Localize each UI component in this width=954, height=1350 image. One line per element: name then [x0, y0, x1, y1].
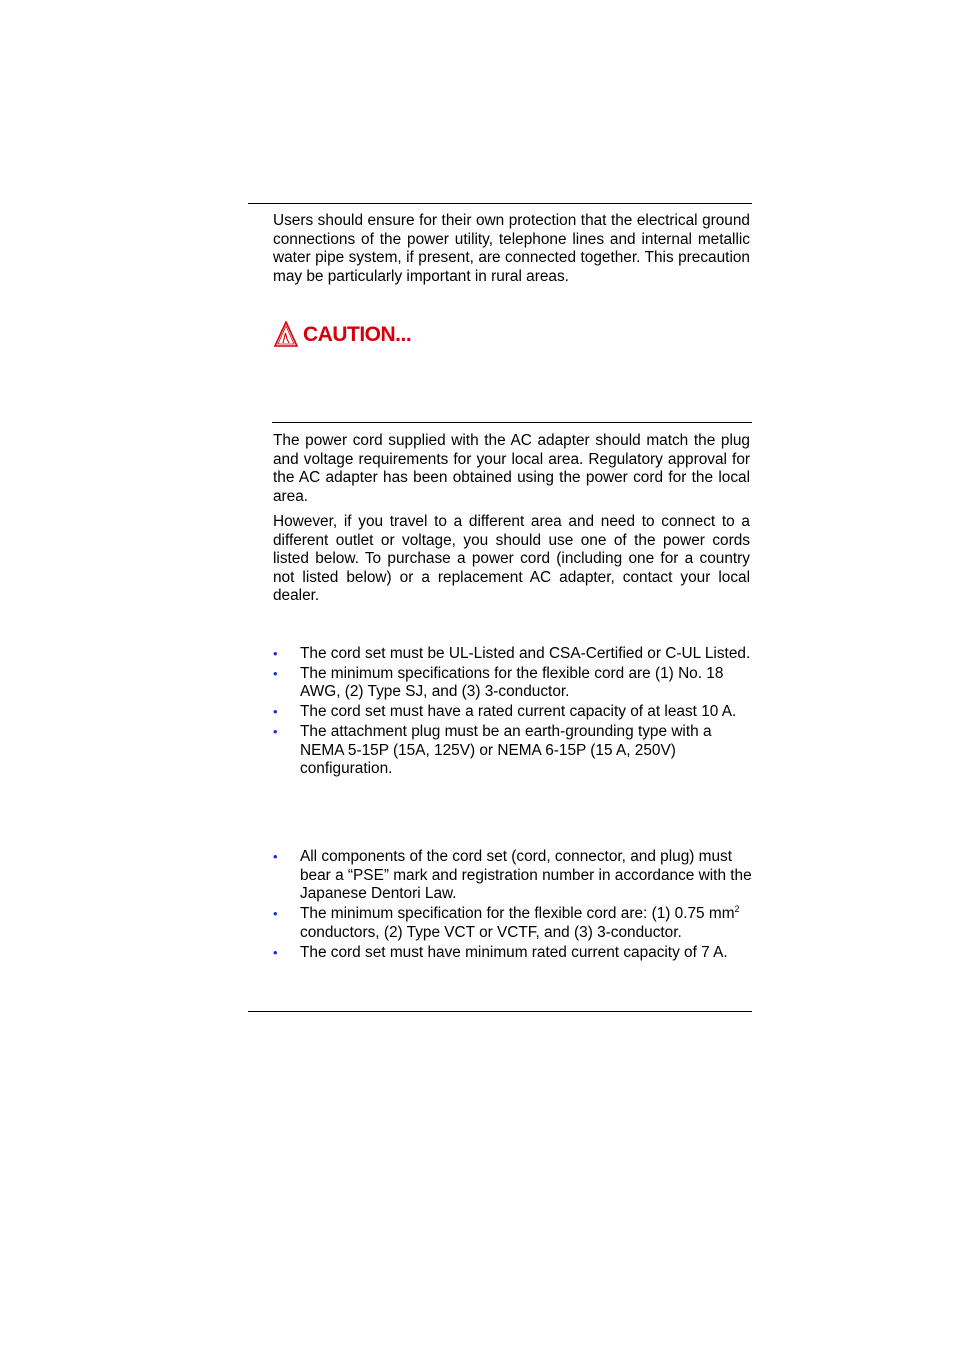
list-item: • The cord set must have a rated current capacity of at least 10 A.: [273, 703, 737, 721]
list-item: • The attachment plug must be an earth-grounding type with a NEMA 5-15P (15A, 125V) or NEMA 6-15P (15 A, 250V) configuration.: [273, 723, 712, 778]
power-cord-paragraph: The power cord supplied with the AC adapter should match the plug and voltage requirements for your local area. Regulatory approval for the AC adapter has been obtained using the power cord for the local area.: [273, 432, 750, 505]
section-rule: [272, 422, 752, 423]
caution-heading: [274, 319, 411, 349]
list-item: • The cord set must have minimum rated current capacity of 7 A.: [273, 943, 728, 961]
warning-triangle-icon: [274, 321, 298, 347]
bullet-icon: •: [273, 724, 278, 740]
top-rule: [248, 203, 752, 204]
japan-cord-requirements-list: [273, 848, 753, 963]
bullet-icon: •: [273, 944, 278, 960]
list-item: • All components of the cord set (cord, connector, and plug) must bear a “PSE” mark and registration number in accordance with the Japanese Dentori Law.: [273, 848, 752, 903]
travel-paragraph: However, if you travel to a different area and need to connect to a different outlet or voltage, you should use one of the power cords listed below. To purchase a power cord (including one for a country not listed below) or a replacement AC adapter, contact your local dealer.: [273, 513, 750, 605]
list-item: • The minimum specifications for the flexible cord are (1) No. 18 AWG, (2) Type SJ, and (3) 3-conductor.: [273, 664, 724, 701]
bullet-icon: •: [273, 646, 278, 661]
list-item: • The cord set must be UL-Listed and CSA-Certified or C-UL Listed.: [273, 645, 751, 662]
bullet-icon: •: [273, 665, 278, 681]
bullet-icon: •: [273, 906, 278, 922]
bullet-icon: •: [273, 704, 278, 720]
list-item: • The minimum specification for the flexible cord are: (1) 0.75 $mm^2$ conductors, (2) Type VCT or VCTF, and (3) 3-conductor.: [273, 904, 740, 941]
caution-label: CAUTION...: [303, 322, 412, 346]
grounding-paragraph: Users should ensure for their own protection that the electrical ground connections of the power utility, telephone lines and internal metallic water pipe system, if present, are connected together. This precaution may be particularly important in rural areas.: [273, 212, 750, 285]
bottom-rule: [248, 1011, 752, 1012]
bullet-icon: •: [273, 849, 278, 864]
cord-requirements-list: [273, 645, 753, 780]
